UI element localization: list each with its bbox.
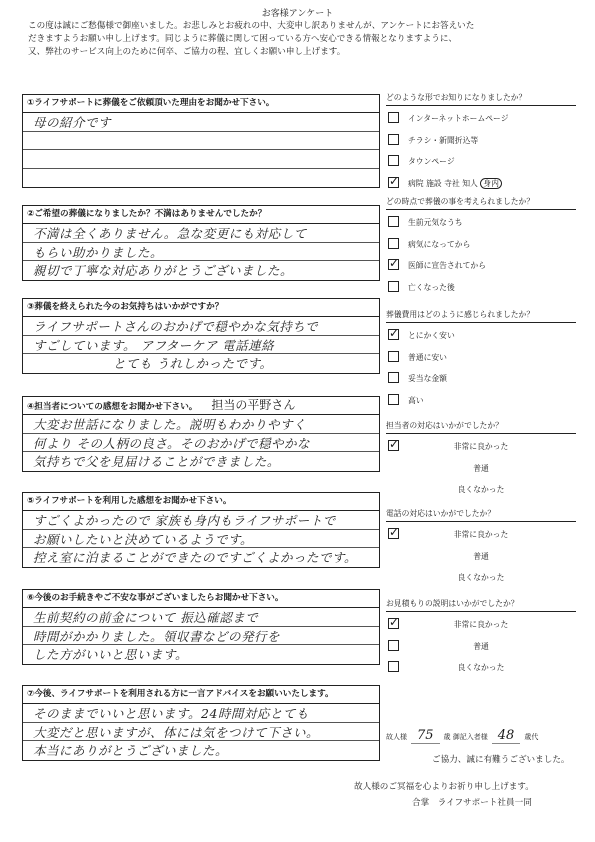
answer-line[interactable] — [23, 336, 379, 355]
question-1 — [22, 94, 380, 188]
intro-line: だきますようお願い申し上げます。同じように葬儀に関して困っている方へ安心できる情報となりますように、 — [28, 34, 458, 44]
option-not-good[interactable] — [386, 569, 576, 591]
question-label — [23, 397, 379, 415]
checkbox[interactable] — [388, 155, 399, 166]
question-label: ⑤ライフサポートを利用した感想をお聞かせ下さい。 — [23, 493, 379, 511]
section-cost — [386, 309, 576, 413]
answer-line[interactable] — [23, 150, 379, 169]
option-very-good[interactable] — [386, 616, 576, 638]
checkbox[interactable] — [388, 351, 399, 362]
option-expensive[interactable] — [386, 392, 576, 414]
handwritten-answer: ライフサポートさんのおかげで穏やかな気持ちで — [33, 319, 319, 334]
handwritten-answer: 何より その人柄の良さ。そのおかげで穏やかな — [33, 435, 310, 451]
intro-line: この度は誠にご愁傷様で御座いました。お悲しみとお疲れの中、大変申し訳ありませんが、アンケートにお答えいた — [28, 21, 475, 31]
deceased-label: 故人様 — [386, 733, 407, 741]
option-doctor[interactable] — [386, 257, 576, 279]
answer-line[interactable] — [23, 224, 379, 243]
question-3 — [22, 298, 380, 374]
handwritten-answer: 親切で丁寧な対応ありがとうございました。 — [33, 263, 294, 278]
section-how-known — [386, 92, 576, 196]
handwritten-answer: 時間がかかりました。領収書などの発行を — [33, 628, 281, 644]
section-phone — [386, 508, 576, 591]
answer-line[interactable] — [23, 548, 379, 567]
option-label: 亡くなった後 — [408, 282, 455, 292]
answer-line[interactable] — [23, 354, 379, 373]
handwritten-answer: そのままでいいと思います。24時間対応とても — [33, 706, 309, 721]
answer-line[interactable] — [23, 645, 379, 664]
handwritten-answer: すごしています。 アフターケア 電話連絡 — [33, 337, 275, 353]
option-very-cheap[interactable] — [386, 327, 576, 349]
option-label: とにかく安い — [408, 331, 455, 340]
section-heading: どの時点で葬儀の事を考えられましたか？ — [386, 196, 576, 210]
question-7 — [22, 685, 380, 761]
question-label: ③葬儀を終えられた今のお気持ちはいかがですか？ — [23, 299, 379, 317]
answer-line[interactable] — [23, 723, 379, 742]
option-healthy[interactable] — [386, 214, 576, 236]
question-label: ⑦今後、ライフサポートを利用される方に一言アドバイスをお願いいたします。 — [23, 686, 379, 704]
signature-text: 合掌 ライフサポート社員一同 — [412, 798, 532, 808]
age-decade-unit: 歳代 — [524, 733, 539, 741]
option-label: インターネットホームページ — [408, 114, 509, 123]
question-4 — [22, 396, 380, 472]
option-not-good[interactable] — [386, 481, 576, 503]
option-normal[interactable] — [386, 638, 576, 660]
option-very-good[interactable] — [386, 438, 576, 460]
handwritten-answer: 生前契約の前金について 振込確認まで — [33, 610, 259, 625]
handwritten-answer: 不満は全くありません。急な変更にも対応して — [33, 226, 307, 241]
handwritten-answer: もらい助かりました。 — [33, 244, 164, 260]
checkbox-checked[interactable] — [388, 259, 399, 270]
option-fair[interactable] — [386, 370, 576, 392]
option-label: 非常に良かった — [453, 620, 509, 629]
question-label: ⑥今後のお手続きやご不安な事がございましたらお聞かせ下さい。 — [23, 590, 379, 608]
option-label: 非常に良かった — [453, 442, 509, 451]
writer-age[interactable]: 48 — [492, 728, 521, 744]
option-ill[interactable] — [386, 236, 576, 258]
section-staff — [386, 420, 576, 503]
option-label: 普通 — [473, 551, 489, 561]
answer-line[interactable] — [23, 317, 379, 336]
answer-line[interactable] — [23, 261, 379, 280]
handwritten-answer: した方がいいと思います。 — [33, 647, 189, 662]
answer-line[interactable] — [23, 452, 379, 471]
option-label: 良くなかった — [457, 663, 505, 672]
handwritten-answer: とても うれしかったです。 — [113, 356, 273, 371]
option-normal[interactable] — [386, 460, 576, 482]
option-flyer[interactable] — [386, 132, 576, 154]
option-label: 良くなかった — [457, 485, 505, 494]
option-label: 非常に良かった — [453, 530, 509, 539]
option-label: 良くなかった — [457, 573, 505, 582]
handwritten-answer: すごくよかったので 家族も身内もライフサポートで — [33, 513, 336, 528]
option-not-good[interactable] — [386, 659, 576, 681]
checkbox[interactable] — [388, 216, 399, 227]
question-5 — [22, 492, 380, 568]
survey-title: お客様アンケート — [261, 9, 334, 19]
answer-line[interactable] — [23, 530, 379, 549]
option-label — [408, 178, 502, 189]
checkbox[interactable] — [388, 281, 399, 292]
section-heading: どのような形でお知りになりましたか？ — [386, 92, 576, 106]
answer-line[interactable] — [23, 627, 379, 646]
intro-text — [28, 20, 567, 59]
option-label: タウンページ — [408, 157, 455, 166]
answer-line[interactable] — [23, 169, 379, 188]
option-label-text: 病院 施設 寺社 知人 — [408, 178, 481, 188]
option-label: 普通に安い — [408, 352, 447, 362]
option-referral[interactable] — [386, 175, 576, 197]
age-info — [386, 728, 538, 743]
checkbox-checked[interactable] — [388, 329, 399, 340]
checkbox[interactable] — [388, 238, 399, 249]
deceased-age[interactable]: 75 — [411, 728, 440, 744]
section-heading: 葬儀費用はどのように感じられましたか？ — [386, 309, 576, 323]
option-label: 医師に宣告されてから — [408, 261, 486, 270]
answer-line[interactable] — [23, 243, 379, 262]
handwritten-answer: 本当にありがとうございました。 — [33, 743, 229, 758]
question-2 — [22, 205, 380, 281]
option-label: チラシ・新聞折込等 — [408, 135, 479, 145]
option-label: 妥当な金額 — [408, 374, 447, 383]
question-label: ②ご希望の葬儀になりましたか？不満はありませんでしたか？ — [23, 206, 379, 224]
answer-line[interactable] — [23, 704, 379, 723]
option-after-death[interactable] — [386, 279, 576, 301]
option-label: 病気になってから — [408, 239, 471, 249]
handwritten-answer: 大変お世話になりました。説明もわかりやすく — [33, 417, 307, 432]
section-heading: 担当者の対応はいかがでしたか？ — [386, 420, 576, 434]
answer-line[interactable] — [23, 415, 379, 434]
option-townpage[interactable] — [386, 153, 576, 175]
checkbox[interactable] — [388, 372, 399, 383]
answer-line[interactable] — [23, 132, 379, 151]
answer-line[interactable] — [23, 511, 379, 530]
option-label: 高い — [408, 395, 424, 405]
handwritten-answer: 控え室に泊まることができたのですごくよかったです。 — [33, 550, 358, 565]
option-label: 普通 — [473, 463, 489, 473]
checkbox-checked[interactable] — [388, 177, 399, 188]
section-heading: 電話の対応はいかがでしたか？ — [386, 508, 576, 522]
circled-choice: 身内 — [480, 178, 502, 189]
option-internet[interactable] — [386, 110, 576, 132]
section-estimate — [386, 598, 576, 681]
checkbox[interactable] — [388, 394, 399, 405]
question-label-text: ④担当者についての感想をお聞かせ下さい。 — [27, 402, 198, 412]
option-very-good[interactable] — [386, 526, 576, 548]
handwritten-inline: 担当の平野さん — [211, 398, 296, 412]
answer-line[interactable] — [23, 608, 379, 627]
section-when-considered — [386, 196, 576, 300]
answer-line[interactable] — [23, 434, 379, 453]
answer-line[interactable] — [23, 741, 379, 760]
checkbox[interactable] — [388, 112, 399, 123]
handwritten-answer: 大変だと思いますが、体には気をつけて下さい。 — [33, 724, 320, 740]
question-6 — [22, 589, 380, 665]
handwritten-answer: 母の紹介です — [33, 115, 112, 130]
option-cheap[interactable] — [386, 349, 576, 371]
handwritten-answer: お願いしたいと決めているようです。 — [33, 531, 254, 547]
option-label: 普通 — [473, 641, 489, 651]
checkbox[interactable] — [388, 134, 399, 145]
writer-label: 御記入者様 — [452, 733, 488, 741]
age-unit: 歳 — [443, 733, 451, 741]
handwritten-answer: 気持ちで父を見届けることができました。 — [33, 454, 280, 469]
intro-line: 又、弊社のサービス向上のために何卒、ご協力の程、宜しくお願い申し上げます。 — [28, 47, 346, 57]
option-normal[interactable] — [386, 548, 576, 570]
section-heading: お見積もりの説明はいかがでしたか？ — [386, 598, 576, 612]
question-label: ①ライフサポートに葬儀をご依頼頂いた理由をお聞かせ下さい。 — [23, 95, 379, 113]
condolence-text: 故人様のご冥福を心よりお祈り申し上げます。 — [354, 782, 534, 792]
answer-line[interactable] — [23, 113, 379, 132]
thanks-text: ご協力、誠に有難うございました。 — [432, 755, 570, 765]
option-label: 生前元気なうち — [408, 218, 463, 227]
